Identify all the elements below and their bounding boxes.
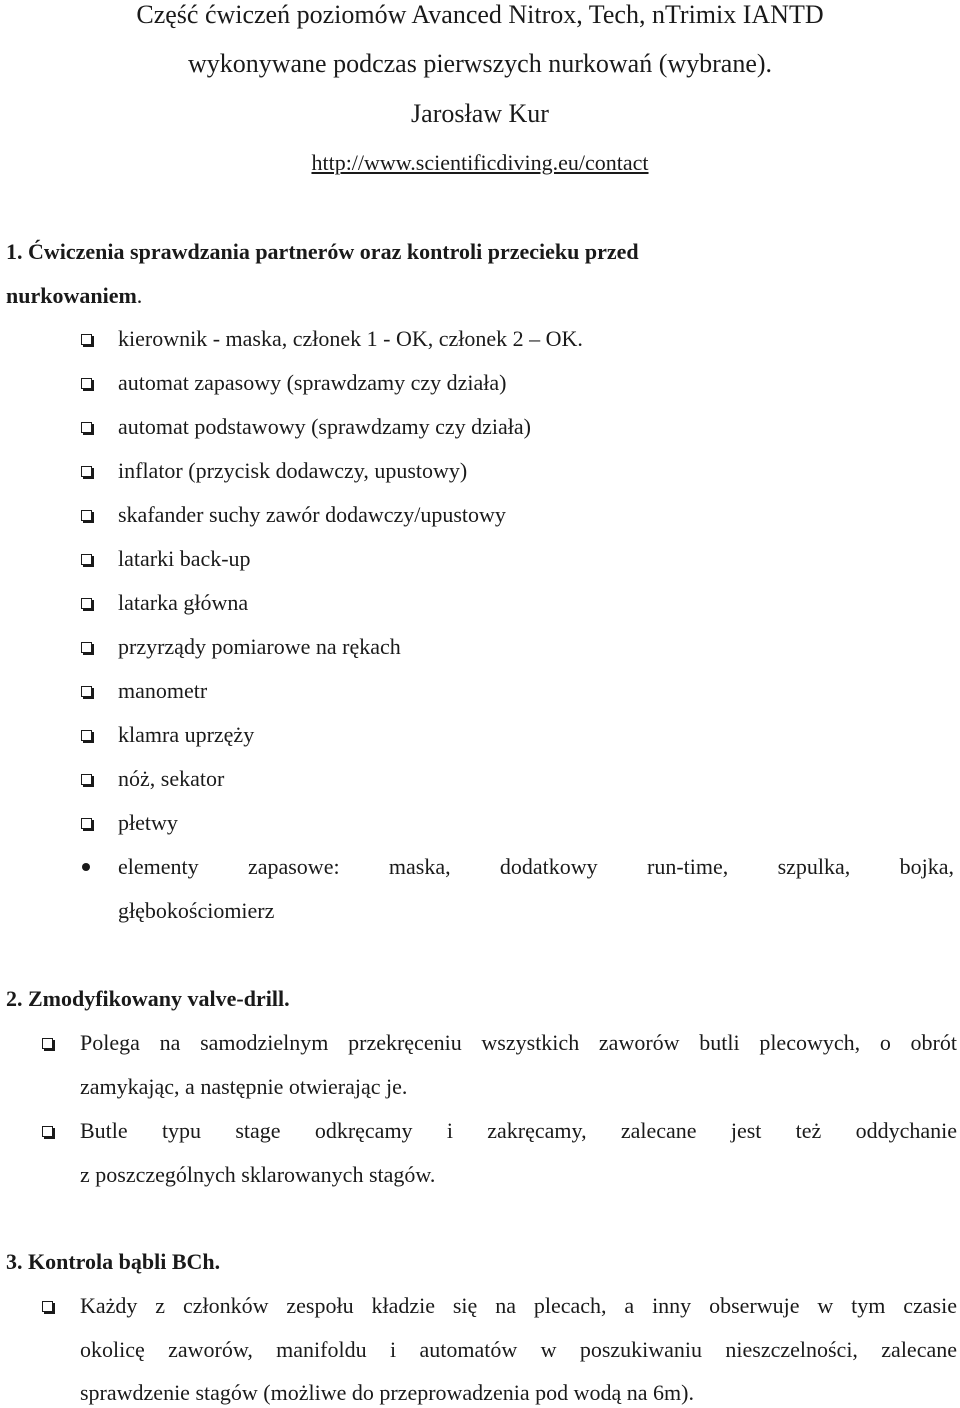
checklist-item-label: latarka główna xyxy=(118,590,249,615)
section-1-heading-period: . xyxy=(136,283,143,308)
document-title-line-1: Część ćwiczeń poziomów Avanced Nitrox, Tech, nTrimix IANTD xyxy=(136,0,824,29)
checkbox-icon xyxy=(81,774,92,785)
checkbox-icon xyxy=(42,1126,53,1137)
section-1-heading-word: nurkowaniem xyxy=(6,283,137,308)
contact-link-wrapper xyxy=(0,148,960,178)
section-2-item-line-2: zamykając, a następnie otwierając je. xyxy=(80,1074,408,1099)
checkbox-icon xyxy=(81,510,92,521)
bullet-dot-icon xyxy=(82,863,90,871)
checklist-item-label: automat zapasowy (sprawdzamy czy działa) xyxy=(118,370,507,395)
checklist-item-label: manometr xyxy=(118,678,208,703)
section-1-heading-line-2 xyxy=(6,281,142,311)
checkbox-icon xyxy=(81,378,92,389)
section-2-item-line-1: Polega na samodzielnym przekręceniu wszystkich zaworów butli plecowych, o obrót xyxy=(80,1030,957,1055)
section-3-item-line-3: sprawdzenie stagów (możliwe do przeprowadzenia pod wodą na 6m). xyxy=(80,1380,694,1405)
checkbox-icon xyxy=(81,818,92,829)
contact-link[interactable]: http://www.scientificdiving.eu/contact xyxy=(311,150,649,175)
section-2-item-line-1: Butle typu stage odkręcamy i zakręcamy, zalecane jest też oddychanie xyxy=(80,1118,957,1143)
spare-parts-line-2: głębokościomierz xyxy=(118,898,275,923)
checkbox-icon xyxy=(42,1038,53,1049)
checkbox-icon xyxy=(81,642,92,653)
checkbox-icon xyxy=(81,598,92,609)
section-2-item-line-2: z poszczególnych sklarowanych stagów. xyxy=(80,1162,436,1187)
checkbox-icon xyxy=(81,730,92,741)
checkbox-icon xyxy=(42,1301,53,1312)
checkbox-icon xyxy=(81,422,92,433)
checklist-item-label: klamra uprzęży xyxy=(118,722,255,747)
checklist-item-label: płetwy xyxy=(118,810,178,835)
section-3-heading: 3. Kontrola bąbli BCh. xyxy=(6,1249,221,1274)
section-2-heading: 2. Zmodyfikowany valve-drill. xyxy=(6,986,290,1011)
checkbox-icon xyxy=(81,466,92,477)
author-name: Jarosław Kur xyxy=(411,99,549,128)
checkbox-icon xyxy=(81,334,92,345)
checklist-item-label: kierownik - maska, członek 1 - OK, członek 2 – OK. xyxy=(118,326,583,351)
checkbox-icon xyxy=(81,686,92,697)
checklist-item-label: latarki back-up xyxy=(118,546,251,571)
checklist-item-label: inflator (przycisk dodawczy, upustowy) xyxy=(118,458,468,483)
checklist-item-label: automat podstawowy (sprawdzamy czy działa) xyxy=(118,414,531,439)
document-title-line-2: wykonywane podczas pierwszych nurkowań (wybrane). xyxy=(187,49,773,78)
section-3-item-line-1: Każdy z członków zespołu kładzie się na plecach, a inny obserwuje w tym czasie xyxy=(80,1293,957,1318)
checklist-item-label: przyrządy pomiarowe na rękach xyxy=(118,634,401,659)
section-3-item-line-2: okolicę zaworów, manifoldu i automatów w poszukiwaniu nieszczelności, zalecane xyxy=(80,1337,957,1362)
checklist-item-label: skafander suchy zawór dodawczy/upustowy xyxy=(118,502,506,527)
checkbox-icon xyxy=(81,554,92,565)
spare-parts-line-1: elementy zapasowe: maska, dodatkowy run-time, szpulka, bojka, xyxy=(118,854,954,879)
checklist-item-label: nóż, sekator xyxy=(118,766,225,791)
section-1-heading-line-1: 1. Ćwiczenia sprawdzania partnerów oraz kontroli przecieku przed xyxy=(6,239,639,264)
